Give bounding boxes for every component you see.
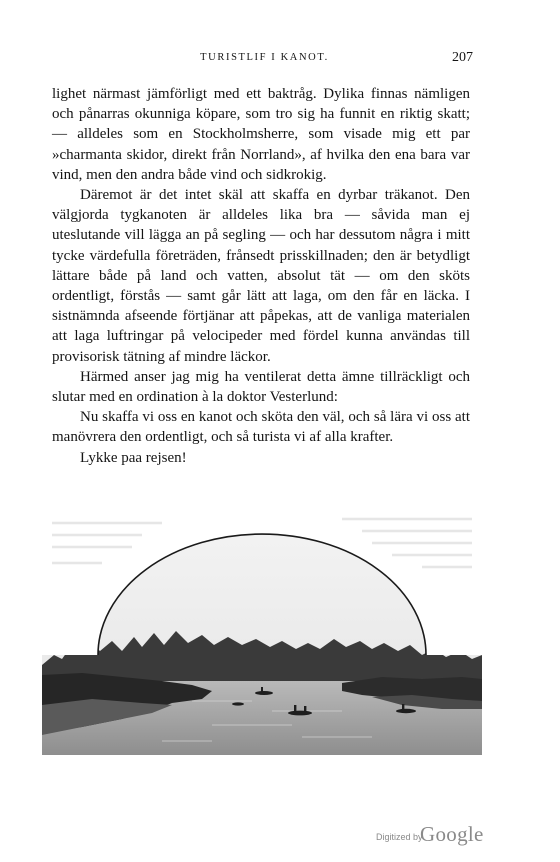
page-number: 207 — [452, 50, 473, 65]
paragraph-farewell: Lykke paa rejsen! — [80, 449, 187, 466]
google-logo: Google — [420, 822, 484, 846]
paragraph-conclusion: Härmed anser jag mig ha ventilerat detta ämne tillräckligt och slutar med en ordination à la doktor Vesterlund: — [52, 368, 470, 406]
running-head — [52, 50, 477, 68]
digitized-label: Digitized by — [376, 832, 423, 842]
paragraph-continued: lighet närmast jämförligt med ett baktråg. Dylika finnas nämligen och pånarras okunniga köpare, som tro sig ha funnit en riktig skatt; — alldeles som en Stockholmsherre, som visade mig ett par »charmanta skidor, direkt från Norrland», af hvilka den ena bara var vind, men den andra både vind och sidkrokig. — [52, 86, 470, 183]
paragraph-canoe-choice: Däremot är det intet skäl att skaffa en dyrbar träkanot. Den välgjorda tygkanoten är alldeles lika bra — såvida man ej uteslutande vill lägga an på segling — och har dessutom några i mitt tycke värdefulla företräden, frånsedt prisskillnaden; den är betydligt lättare både på land och vatten, absolut tät — om den sköts ordentligt, förstås — samt går lätt att laga, om den får en läcka. I sistnämnda afseende förtjänar att påpekas, att de vanliga materialen att laga luftringar på velocipeder med fördel kunna användas till provisorisk tätning af mindre läckor. — [52, 187, 470, 365]
paragraph-prescription: Nu skaffa vi oss en kanot och sköta den väl, och så lära vi oss att manövrera den ordentligt, och så turista vi af alla krafter. — [52, 409, 470, 446]
running-title: TURISTLIF I KANOT. — [200, 52, 329, 63]
digitized-by-google-watermark — [376, 822, 506, 846]
canoe-lake-illustration — [42, 505, 482, 755]
body-text — [52, 84, 470, 468]
